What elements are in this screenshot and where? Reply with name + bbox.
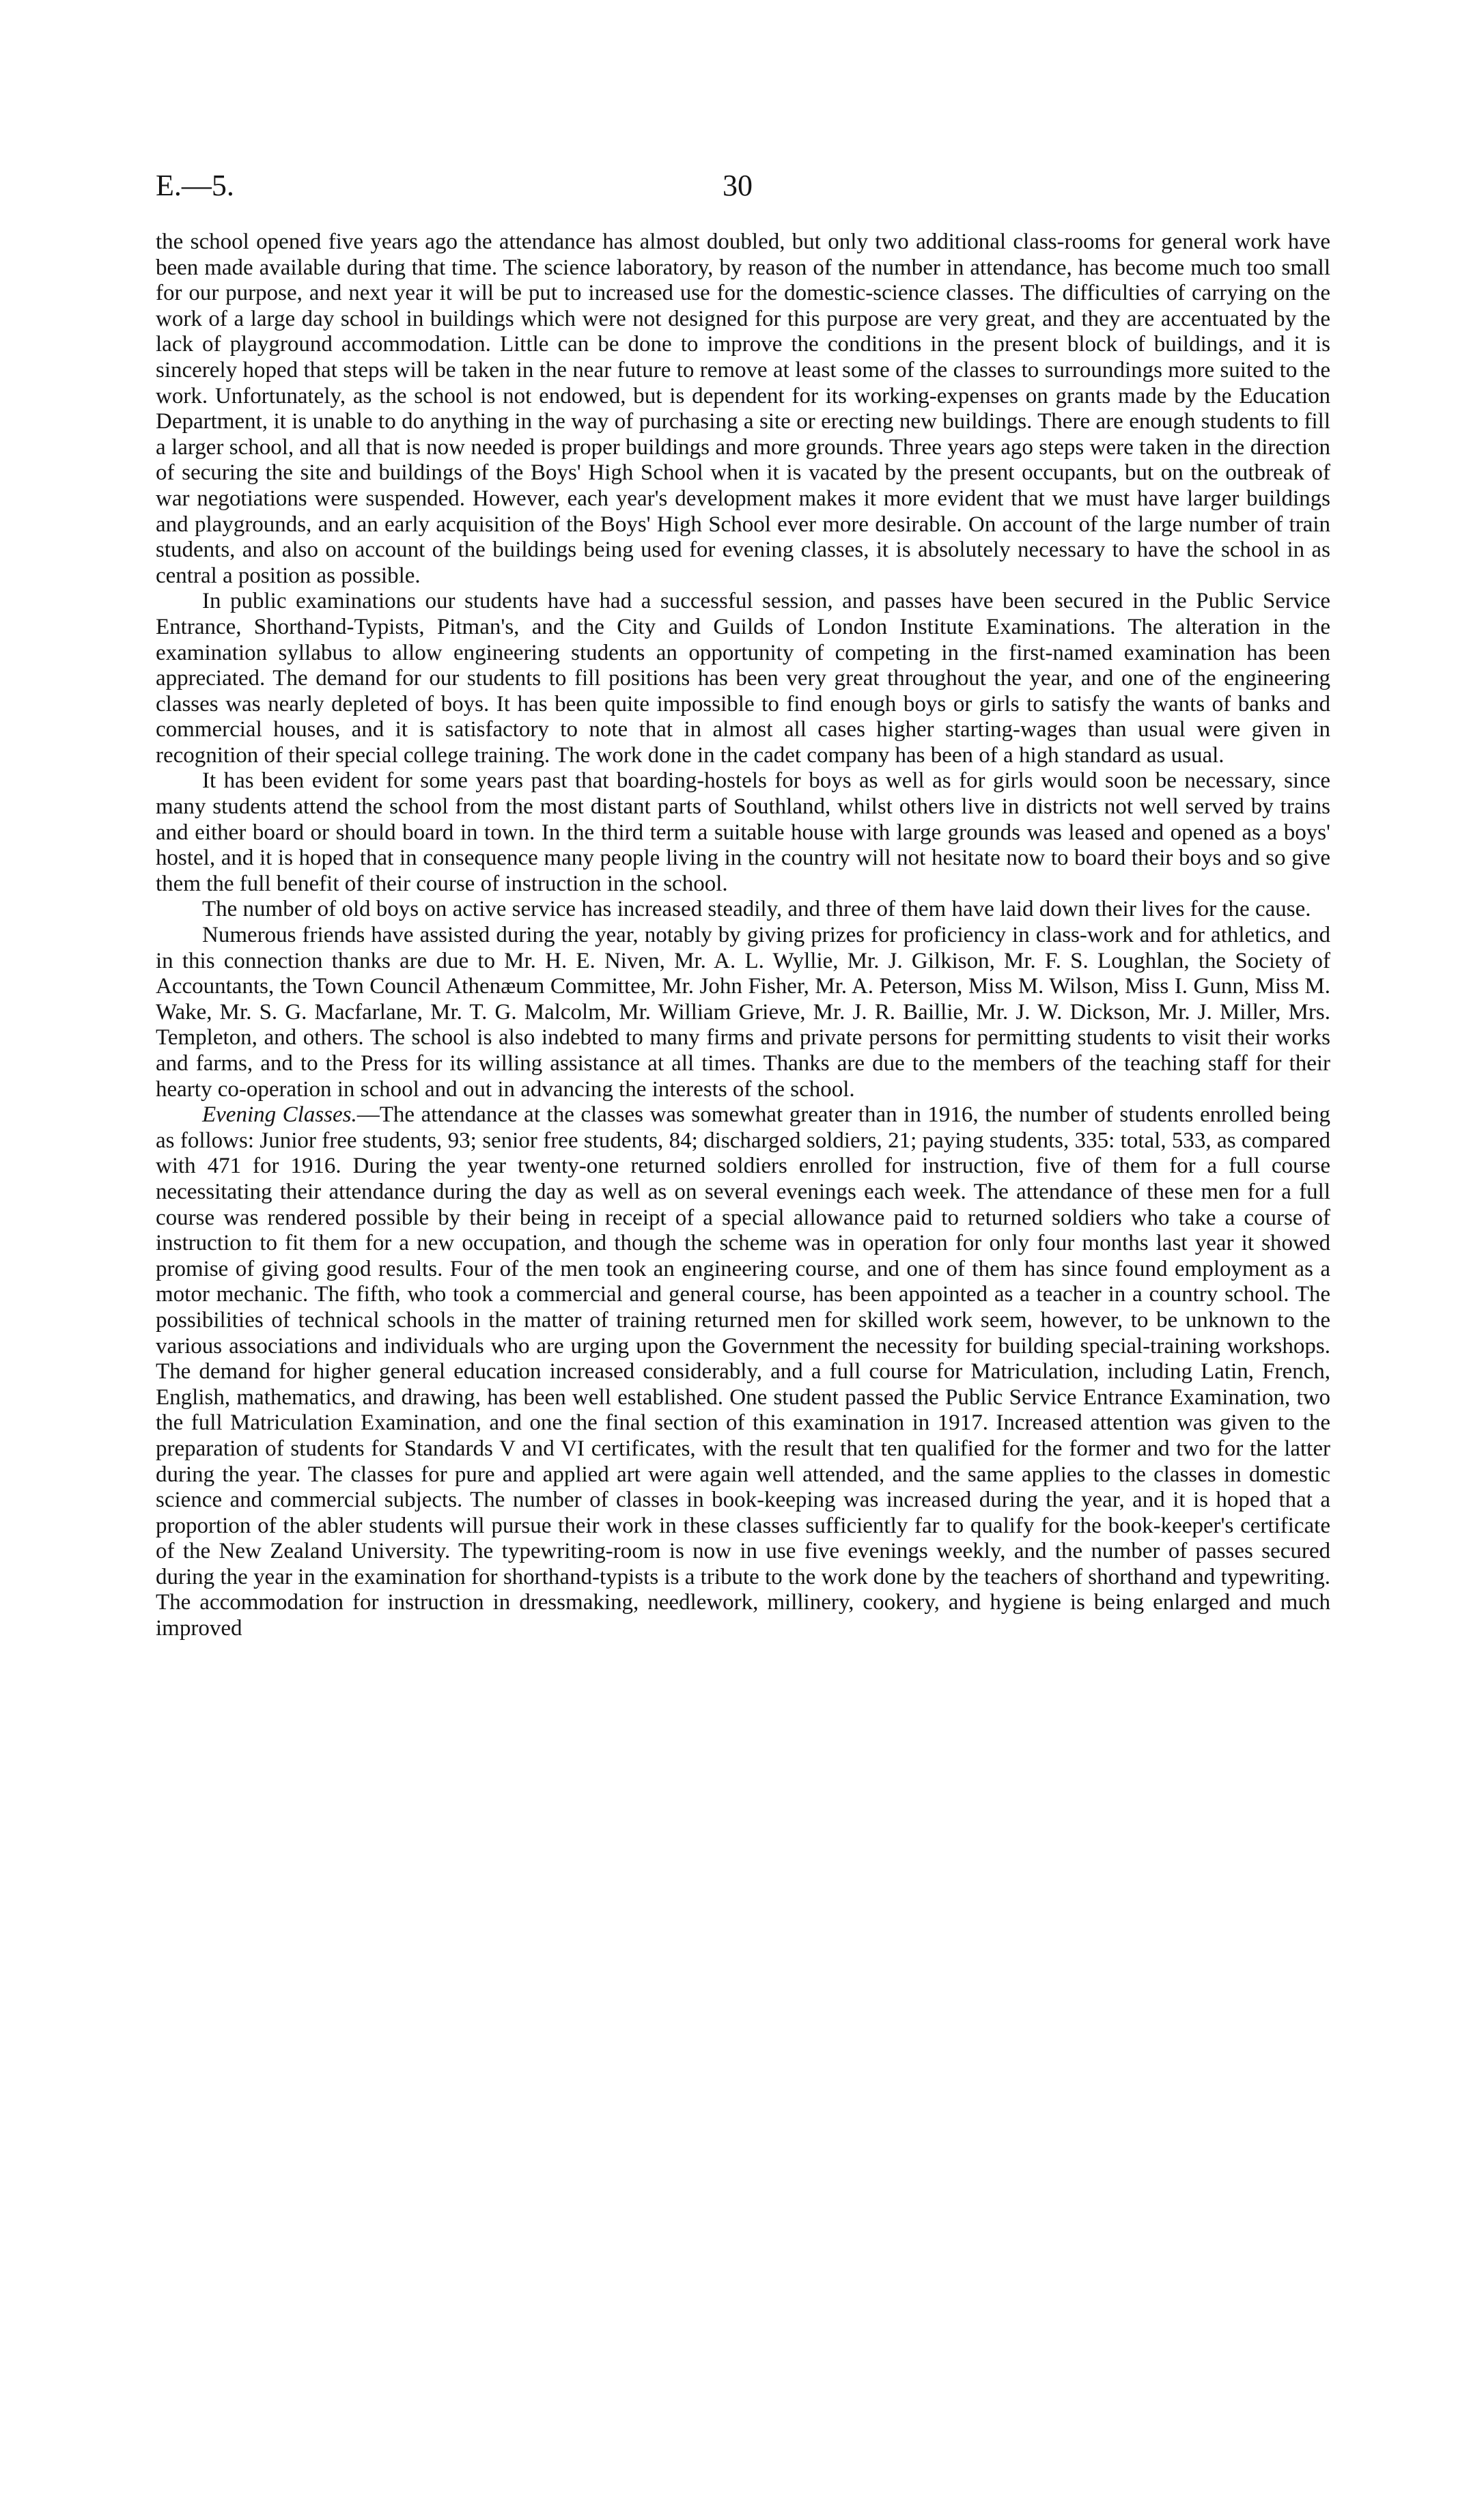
paragraph-public-examinations: In public examinations our students have had a successful session, and passes have been secured in the Public Service Entrance, Shorthand-Typists, Pitman's, and the City and Guilds of London Institute Examinations. The alteration in the examination syllabus to allow engineering students an opportunity of competing in the first-named examination has been appreciated. The demand for our students to fill positions has been very great throughout the year, and one of the engineering classes was nearly depleted of boys. It has been quite impossible to find enough boys or girls to satisfy the wants of banks and commercial houses, and it is satisfactory to note that in almost all cases higher starting-wages than usual were given in recognition of their special college training. The work done in the cadet company has been of a high standard as usual. <box>156 589 1330 768</box>
paragraph-evening-classes <box>156 1102 1330 1641</box>
evening-classes-heading: Evening Classes. <box>202 1102 357 1128</box>
page-header <box>156 168 1330 209</box>
paragraph-school-buildings: the school opened five years ago the attendance has almost doubled, but only two additional class-rooms for general work have been made available during that time. The science laboratory, by reason of the number in attendance, has become much too small for our purpose, and next year it will be put to increased use for the domestic-science classes. The difficulties of carrying on the work of a large day school in buildings which were not designed for this purpose are very great, and they are accentuated by the lack of playground accommodation. Little can be done to improve the conditions in the present block of buildings, and it is sincerely hoped that steps will be taken in the near future to remove at least some of the classes to surroundings more suited to the work. Unfortunately, as the school is not endowed, but is dependent for its working-expenses on grants made by the Education Department, it is unable to do anything in the way of purchasing a site or erecting new buildings. There are enough students to fill a larger school, and all that is now needed is proper buildings and more grounds. Three years ago steps were taken in the direction of securing the site and buildings of the Boys' High School when it is vacated by the present occupants, but on the outbreak of war negotiations were suspended. However, each year's development makes it more evident that we must have larger buildings and playgrounds, and an early acquisition of the Boys' High School ever more desirable. On account of the large number of train students, and also on account of the buildings being used for evening classes, it is absolutely necessary to have the school in as central a position as possible. <box>156 229 1330 588</box>
page-number: 30 <box>723 169 753 202</box>
paragraph-boarding-hostels: It has been evident for some years past that boarding-hostels for boys as well as for girls would soon be necessary, since many students attend the school from the most distant parts of Southland, whilst others live in districts not well served by trains and either board or should board in town. In the third term a suitable house with large grounds was leased and opened as a boys' hostel, and it is hoped that in consequence many people living in the country will not hesitate now to board their boys and so give them the full benefit of their course of instruction in the school. <box>156 768 1330 896</box>
document-reference: E.—5. <box>156 169 234 202</box>
paragraph-acknowledgements: Numerous friends have assisted during the year, notably by giving prizes for proficiency in class-work and for athletics, and in this connection thanks are due to Mr. H. E. Niven, Mr. A. L. Wyllie, Mr. J. Gilkison, Mr. F. S. Loughlan, the Society of Accountants, the Town Council Athenæum Committee, Mr. John Fisher, Mr. A. Peterson, Miss M. Wilson, Miss I. Gunn, Miss M. Wake, Mr. S. G. Macfarlane, Mr. T. G. Malcolm, Mr. William Grieve, Mr. J. R. Baillie, Mr. J. W. Dickson, Mr. J. Miller, Mrs. Templeton, and others. The school is also indebted to many firms and private persons for permitting students to visit their works and farms, and to the Press for its willing assistance at all times. Thanks are due to the members of the teaching staff for their hearty co-operation in school and out in advancing the interests of the school. <box>156 923 1330 1102</box>
paragraph-active-service: The number of old boys on active service has increased steadily, and three of them have laid down their lives for the cause. <box>202 897 1311 922</box>
report-body <box>156 229 1330 1642</box>
evening-classes-text: —The attendance at the classes was somewhat greater than in 1916, the number of students enrolled being as follows: Junior free students, 93; senior free students, 84; discharged soldiers, 21; paying students, 335: total, 533, as compared with 471 for 1916. During the year twenty-one returned soldiers enrolled for instruction, five of them for a full course necessitating their attendance during the day as well as on several evenings each week. The attendance of these men for a full course was rendered possible by their being in receipt of a special allowance paid to returned soldiers who take a course of instruction to fit them for a new occupation, and though the scheme was in operation for only four months last year it showed promise of giving good results. Four of the men took an engineering course, and one of them has since found employment as a motor mechanic. The fifth, who took a commercial and general course, has been appointed as a teacher in a country school. The possibilities of technical schools in the matter of training returned men for skilled work seem, however, to be unknown to the various associations and individuals who are urging upon the Government the necessity for building special-training workshops. The demand for higher general education increased considerably, and a full course for Matriculation, including Latin, French, English, mathematics, and drawing, has been well established. One student passed the Public Service Entrance Examination, two the full Matriculation Examination, and one the final section of this examination in 1917. Increased attention was given to the preparation of students for Standards V and VI certificates, with the result that ten qualified for the former and two for the latter during the year. The classes for pure and applied art were again well attended, and the same applies to the classes in domestic science and commercial subjects. The number of classes in book-keeping was increased during the year, and it is hoped that a proportion of the abler students will pursue their work in these classes sufficiently far to qualify for the book-keeper's certificate of the New Zealand University. The typewriting-room is now in use five evenings weekly, and the number of passes secured during the year in the examination for shorthand-typists is a tribute to the work done by the teachers of shorthand and typewriting. The accommodation for instruction in dressmaking, needlework, millinery, cookery, and hygiene is being enlarged and much improved <box>156 1102 1330 1641</box>
